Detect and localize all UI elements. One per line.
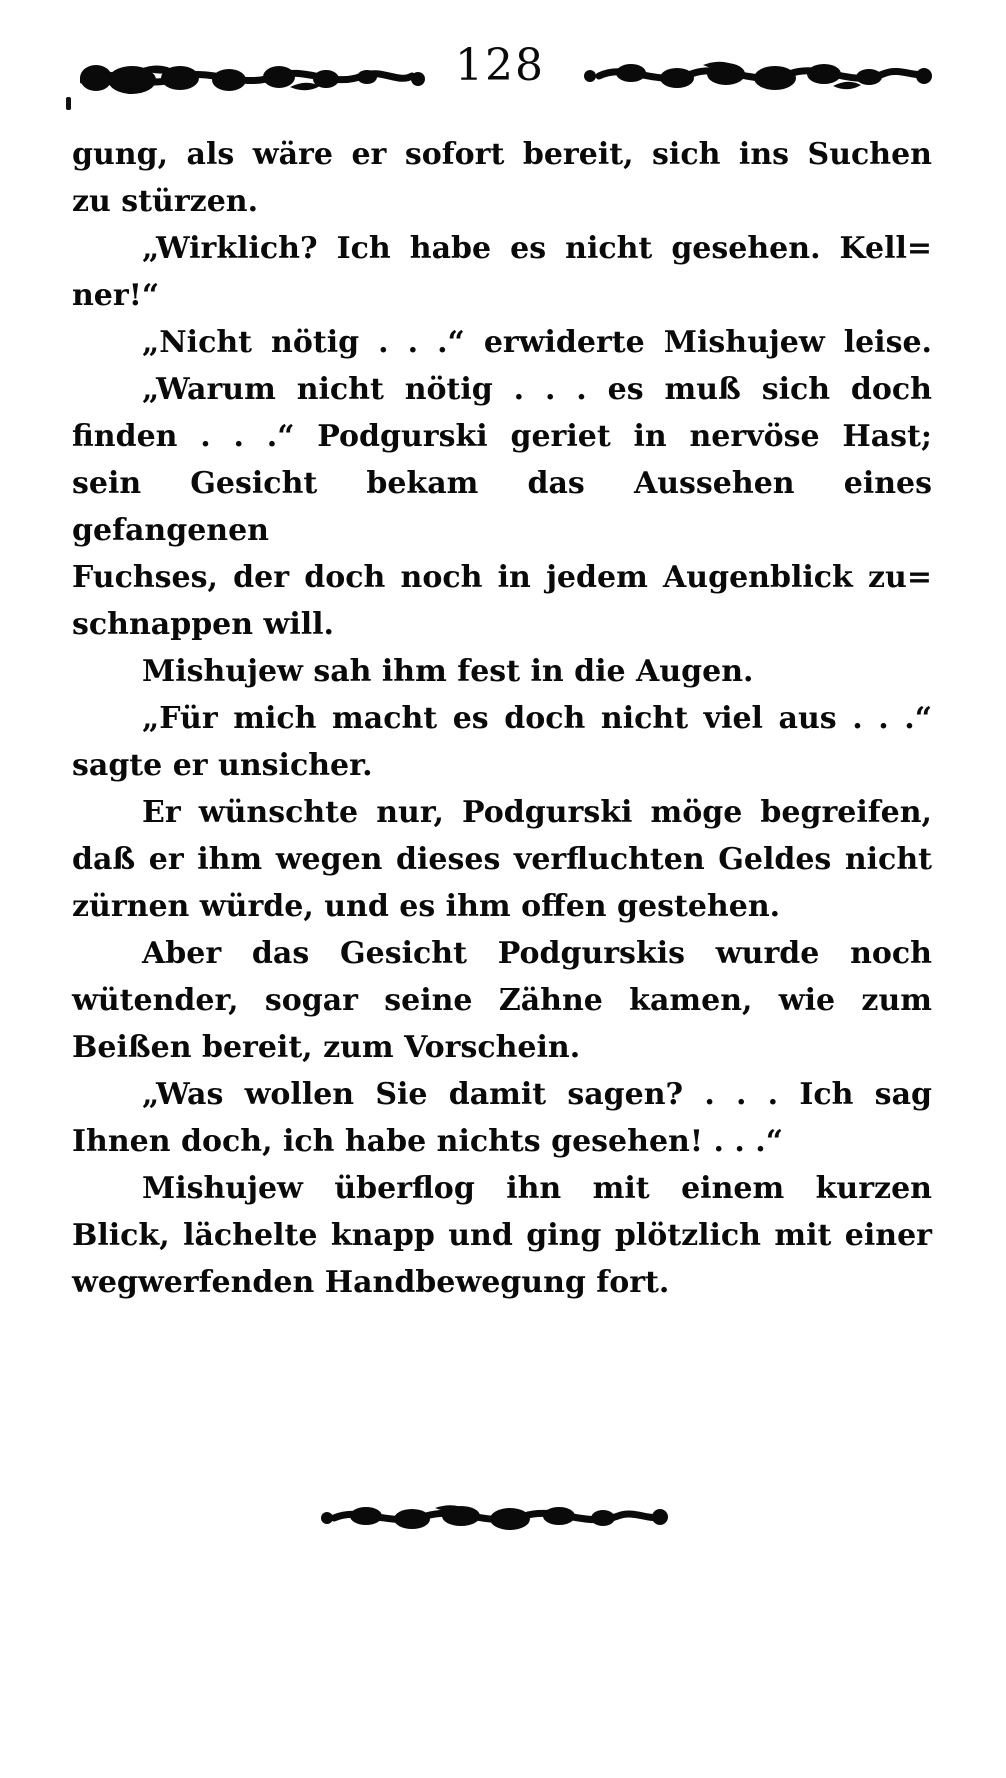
ink-speck	[66, 97, 71, 110]
text-line: wegwerfenden Handbewegung fort.	[72, 1265, 670, 1300]
header-ornament-right-icon	[583, 55, 933, 97]
text-line: „Für mich macht es doch nicht viel aus . . .“	[142, 701, 932, 736]
text-line: schnappen will.	[72, 607, 334, 642]
text-line: Er wünschte nur, Podgurski möge begreifen,	[142, 795, 932, 830]
text-line: gung, als wäre er sofort bereit, sich ins Suchen	[72, 137, 932, 172]
text-line: sagte er unsicher.	[72, 748, 373, 783]
text-line: Blick, lächelte knapp und ging plötzlich mit einer	[72, 1218, 932, 1253]
text-line: zu stürzen.	[72, 184, 259, 219]
text-line: Mishujew überflog ihn mit einem kurzen	[142, 1171, 932, 1206]
text-line: sein Gesicht bekam das Aussehen eines gefangenen	[72, 466, 932, 548]
text-line: „Nicht nötig . . .“ erwiderte Mishujew leise.	[142, 325, 932, 360]
header-ornament-left-icon	[80, 57, 427, 99]
text-line: Fuchses, der doch noch in jedem Augenblick zu=	[72, 560, 932, 595]
page-number: 128	[455, 40, 545, 91]
text-line: „Was wollen Sie damit sagen? . . . Ich sag	[142, 1077, 932, 1112]
text-line: Beißen bereit, zum Vorschein.	[72, 1030, 581, 1065]
text-block	[72, 131, 932, 1306]
text-line: Mishujew sah ihm fest in die Augen.	[142, 654, 754, 689]
tailpiece-ornament-icon	[320, 1500, 670, 1534]
text-line: ner!“	[72, 278, 160, 313]
text-line: Ihnen doch, ich habe nichts gesehen! . . .“	[72, 1124, 783, 1159]
text-line: „Wirklich? Ich habe es nicht gesehen. Kell=	[142, 231, 932, 266]
text-line: finden . . .“ Podgurski geriet in nervöse Hast;	[72, 419, 932, 454]
text-line: wütender, sogar seine Zähne kamen, wie zum	[72, 983, 932, 1018]
text-line: zürnen würde, und es ihm offen gestehen.	[72, 889, 781, 924]
text-line: daß er ihm wegen dieses verfluchten Geldes nicht	[72, 842, 932, 877]
text-line: „Warum nicht nötig . . . es muß sich doch	[142, 372, 932, 407]
text-line: Aber das Gesicht Podgurskis wurde noch	[142, 936, 932, 971]
